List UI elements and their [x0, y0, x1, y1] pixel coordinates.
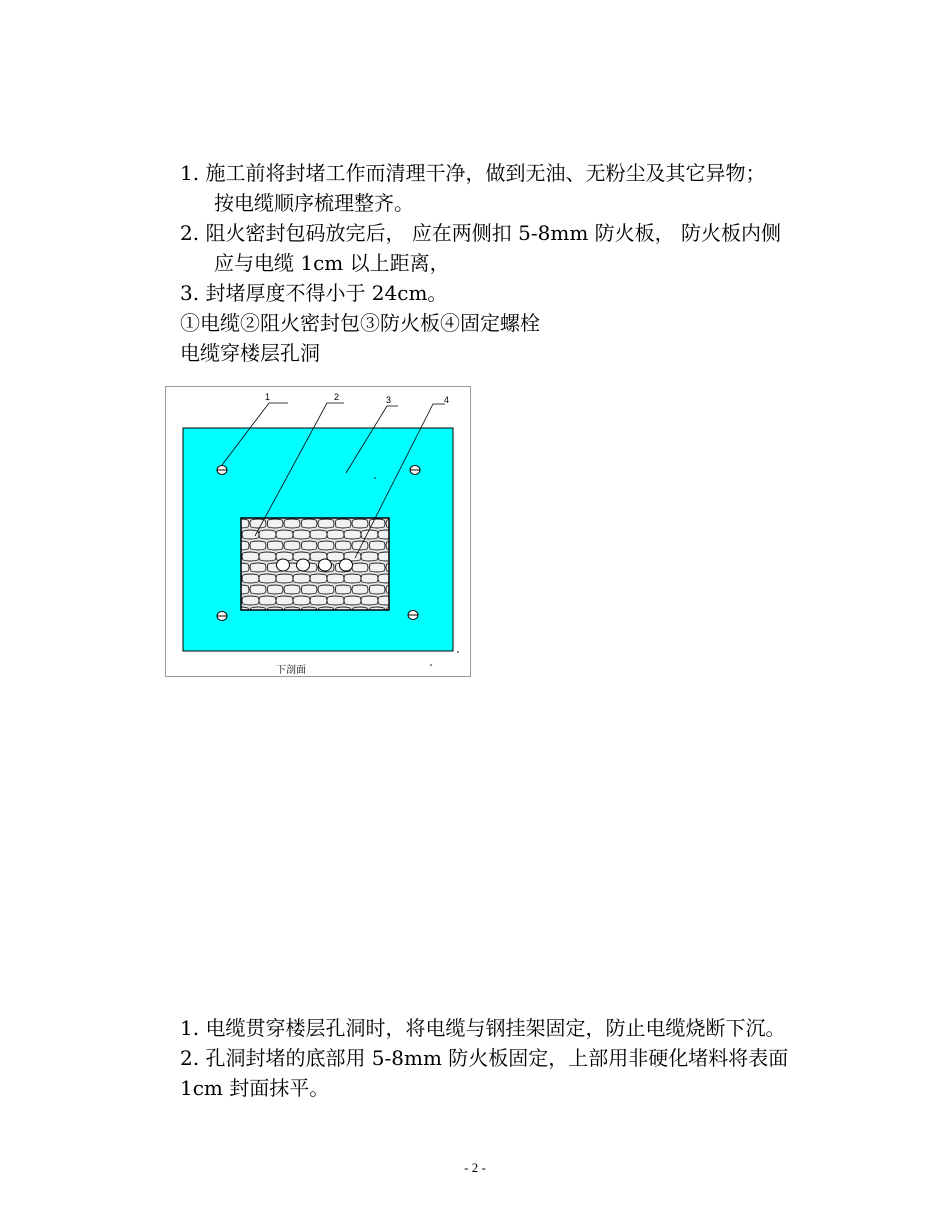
figure-caption: 下剖面 — [276, 665, 306, 676]
fire-seal-packs — [241, 518, 389, 610]
label-2: 2 — [334, 392, 340, 402]
instruction-line: 应与电缆 1cm 以上距离， — [214, 251, 450, 275]
label-4: 4 — [444, 395, 450, 405]
floor-hole-seal-diagram — [165, 386, 471, 677]
figure-heading: 电缆穿楼层孔洞 — [180, 341, 320, 365]
cable — [277, 559, 290, 571]
bolt — [408, 611, 418, 620]
instructions-bottom — [180, 1013, 870, 1103]
bolt — [217, 466, 227, 475]
legend-line: ①电缆②阻火密封包③防火板④固定螺栓 — [180, 311, 540, 335]
diagram-svg — [165, 386, 471, 677]
cable — [340, 559, 353, 571]
instruction-line: 2. 孔洞封堵的底部用 5-8mm 防火板固定，上部用非硬化堵料将表面 — [180, 1046, 789, 1070]
cable — [319, 559, 332, 571]
label-1: 1 — [265, 392, 271, 402]
cable — [297, 559, 310, 571]
bolt — [410, 466, 420, 475]
instruction-line: 1. 电缆贯穿楼层孔洞时，将电缆与钢挂架固定，防止电缆烧断下沉。 — [180, 1016, 786, 1040]
page-number: - 2 - — [464, 1160, 486, 1175]
instruction-line: 1. 施工前将封堵工作而清理干净，做到无油、无粉尘及其它异物； — [180, 161, 766, 185]
instruction-line: 1cm 封面抹平。 — [180, 1076, 330, 1100]
speck — [457, 651, 459, 653]
instructions-top — [180, 158, 870, 368]
speck — [430, 664, 432, 666]
bolt — [217, 612, 227, 621]
speck — [374, 477, 376, 479]
instruction-line: 2. 阻火密封包码放完后， 应在两侧扣 5-8mm 防火板， 防火板内侧 — [180, 221, 782, 245]
instruction-line: 按电缆顺序梳理整齐。 — [214, 191, 414, 215]
instruction-line: 3. 封堵厚度不得小于 24cm。 — [180, 281, 448, 305]
label-3: 3 — [386, 395, 392, 405]
